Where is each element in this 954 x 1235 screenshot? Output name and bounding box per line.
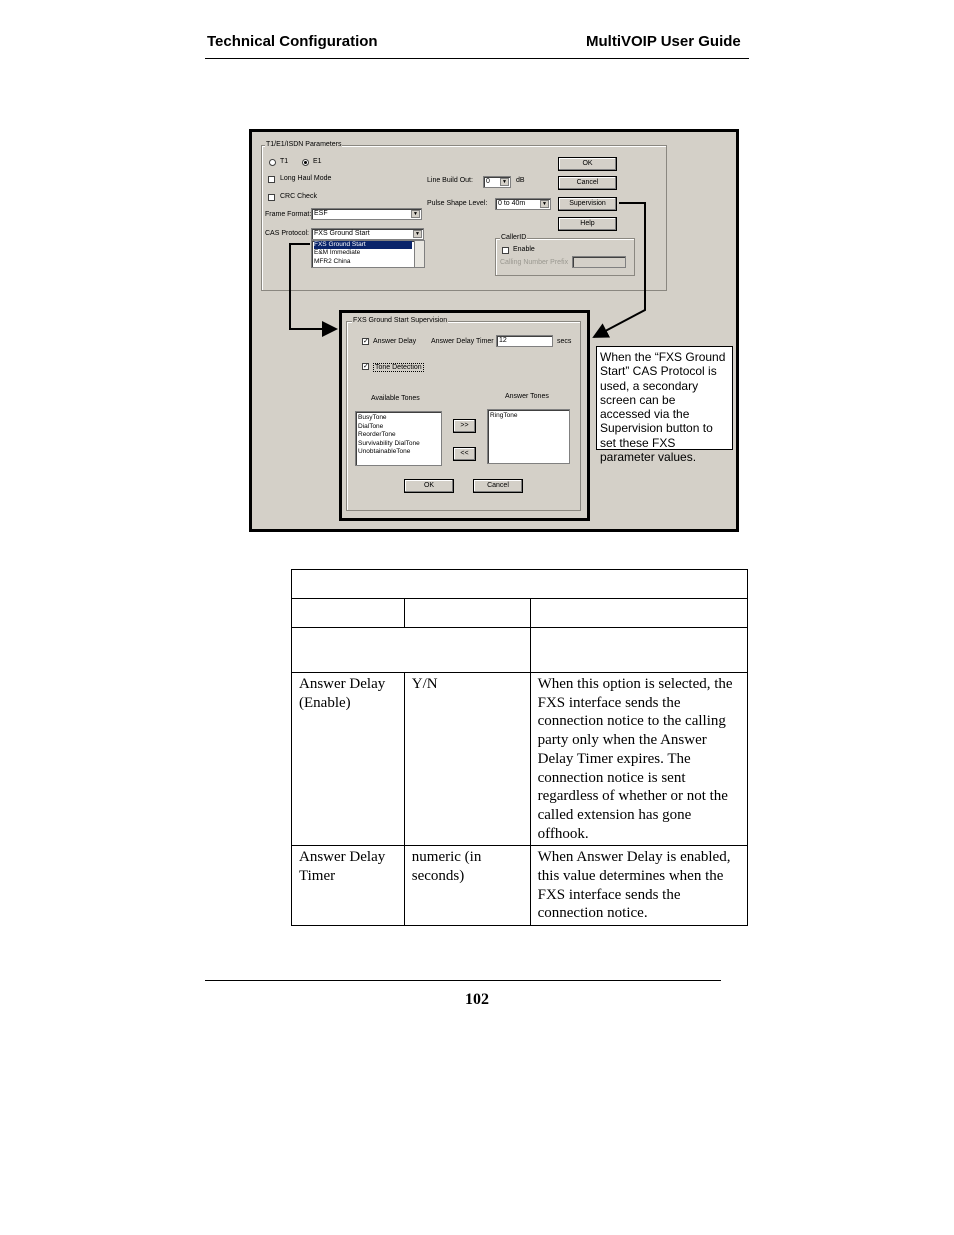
tone-detection-label: Tone Detection: [375, 364, 422, 371]
ok-button[interactable]: OK: [558, 157, 617, 171]
answer-delay-timer-value: 12: [499, 337, 507, 344]
help-button[interactable]: Help: [558, 217, 617, 231]
footer-rule: [205, 980, 721, 981]
sub-ok-button[interactable]: OK: [404, 479, 454, 493]
param-values: numeric (in seconds): [404, 846, 530, 926]
cas-option[interactable]: E&M Immediate: [314, 249, 361, 257]
table-section-row: [292, 628, 748, 673]
parameter-table: [291, 569, 748, 926]
answer-tones-list[interactable]: [487, 409, 570, 464]
long-haul-label: Long Haul Mode: [280, 175, 332, 182]
sub-cancel-button[interactable]: Cancel: [473, 479, 523, 493]
answer-tones-label: Answer Tones: [505, 393, 549, 400]
available-tones-list[interactable]: [355, 411, 442, 466]
db-unit: dB: [516, 177, 525, 184]
frame-format-label: Frame Format:: [265, 211, 312, 218]
param-name: Answer Delay Timer: [292, 846, 405, 926]
tone-item[interactable]: BusyTone: [358, 414, 387, 421]
arrow-from-supervision: [594, 203, 645, 337]
crc-check-label: CRC Check: [280, 193, 317, 200]
answer-delay-timer-label: Answer Delay Timer: [431, 338, 494, 345]
chevron-down-icon[interactable]: ▼: [411, 210, 420, 218]
screenshot-figure: [249, 129, 739, 532]
header-guide-title: MultiVOIP User Guide: [586, 33, 741, 50]
answer-delay-timer-input[interactable]: [496, 335, 553, 347]
answer-delay-label: Answer Delay: [373, 338, 417, 345]
group-title: T1/E1/ISDN Parameters: [266, 141, 342, 148]
secs-unit: secs: [557, 338, 572, 345]
add-tone-button[interactable]: >>: [453, 419, 476, 433]
supervision-button[interactable]: Supervision: [558, 197, 617, 211]
pulse-shape-value: 0 to 40m: [498, 200, 526, 207]
tone-item[interactable]: ReorderTone: [358, 431, 396, 438]
table-row: [292, 846, 748, 926]
param-name: Answer Delay (Enable): [292, 673, 405, 846]
supervision-title: FXS Ground Start Supervision: [353, 317, 448, 324]
table-header-row: [292, 599, 748, 628]
header-rule: [205, 58, 749, 59]
cas-option[interactable]: FXS Ground Start: [314, 241, 412, 249]
param-description: When this option is selected, the FXS interface sends the connection notice to the calling party only when the Answer Delay Timer expires. The connection notice is sent regardless of whether or not the called extension has gone offhook.: [530, 673, 747, 846]
pulse-shape-label: Pulse Shape Level:: [427, 200, 488, 207]
callerid-title: CallerID: [501, 234, 527, 241]
tone-detection-checkbox[interactable]: ✓: [363, 363, 369, 370]
callout-note: When the “FXS Ground Start” CAS Protocol is used, a secondary screen can be accessed via the Supervision button to set these FXS parameter values.: [596, 346, 733, 450]
tone-item[interactable]: UnobtainableTone: [358, 448, 411, 455]
cancel-button[interactable]: Cancel: [558, 176, 617, 190]
radio-t1-label: T1: [280, 158, 289, 165]
line-build-out-label: Line Build Out:: [427, 177, 473, 184]
answer-delay-checkbox[interactable]: ✓: [363, 338, 369, 345]
cas-protocol-value: FXS Ground Start: [314, 230, 370, 237]
line-build-out-value: 0: [486, 178, 490, 185]
frame-format-value: ESF: [314, 210, 328, 217]
table-title-row: [292, 570, 748, 599]
arrow-to-subdialog: [290, 244, 336, 329]
available-tones-label: Available Tones: [371, 395, 420, 402]
tone-item[interactable]: Survivability DialTone: [358, 439, 420, 447]
page-number: 102: [465, 991, 489, 1008]
tone-item[interactable]: DialTone: [358, 422, 384, 430]
cas-option[interactable]: MFR2 China: [314, 257, 351, 265]
cas-protocol-label: CAS Protocol:: [265, 230, 309, 237]
callerid-enable-label: Enable: [513, 246, 535, 253]
remove-tone-button[interactable]: <<: [453, 447, 476, 461]
header-section-title: Technical Configuration: [207, 33, 378, 50]
table-row: [292, 673, 748, 846]
chevron-down-icon[interactable]: ▼: [500, 178, 509, 186]
tone-item[interactable]: RingTone: [490, 412, 518, 419]
calling-prefix-label: Calling Number Prefix: [500, 259, 569, 266]
chevron-down-icon[interactable]: ▼: [413, 230, 422, 238]
chevron-down-icon[interactable]: ▼: [540, 200, 549, 208]
param-values: Y/N: [404, 673, 530, 846]
radio-e1-label: E1: [313, 158, 322, 165]
param-description: When Answer Delay is enabled, this value determines when the FXS interface sends the connection notice.: [530, 846, 747, 926]
